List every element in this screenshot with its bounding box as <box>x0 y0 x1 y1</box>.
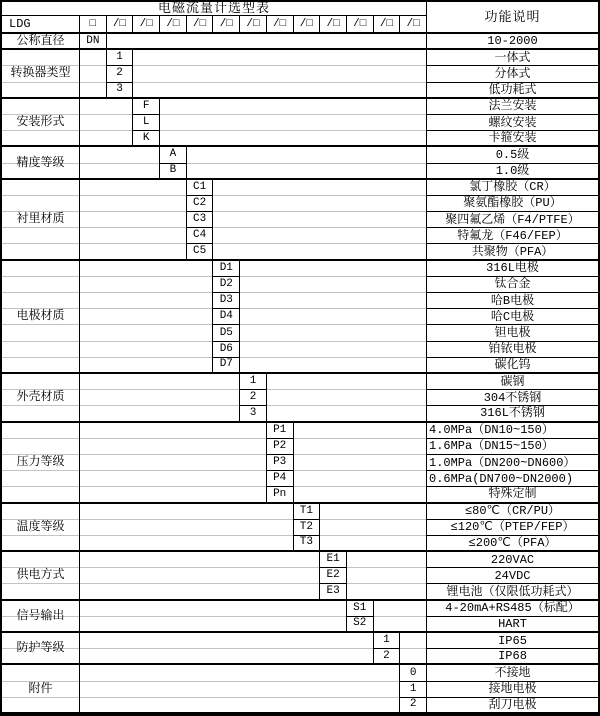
code-cell: D2 <box>213 277 240 293</box>
description-cell: 卡箍安装 <box>427 131 598 147</box>
description-cell: 0.6MPa(DN700~DN2000) <box>427 471 598 487</box>
model-box-cell: /□ <box>400 16 427 34</box>
group-label: 电极材质 <box>2 261 80 374</box>
code-cell: DN <box>80 34 107 50</box>
group-label: 信号输出 <box>2 601 80 633</box>
model-box-cell: /□ <box>347 16 374 34</box>
code-cell: 1 <box>400 682 427 698</box>
code-cell: E1 <box>320 552 347 568</box>
description-cell: 316L不锈钢 <box>427 406 598 422</box>
code-cell: 2 <box>240 390 267 406</box>
spacer-cell <box>80 601 347 633</box>
description-cell: 氯丁橡胶（CR） <box>427 180 598 196</box>
description-cell: IP65 <box>427 633 598 649</box>
description-cell: 特氟龙（F46/FEP） <box>427 228 598 244</box>
code-cell: 2 <box>374 649 401 665</box>
description-cell: 特殊定制 <box>427 487 598 503</box>
code-cell: 2 <box>400 698 427 714</box>
description-cell: ≤120℃（PTEP/FEP） <box>427 520 598 536</box>
code-cell: P2 <box>267 439 294 455</box>
spacer-cell <box>320 504 427 553</box>
spacer-cell <box>80 423 267 504</box>
spacer-cell <box>80 99 133 148</box>
code-cell: D4 <box>213 309 240 325</box>
spacer-cell <box>294 423 427 504</box>
spacer-cell <box>80 147 160 179</box>
spacer-cell <box>80 633 374 665</box>
group-label: 公称直径 <box>2 34 80 50</box>
description-cell: 法兰安装 <box>427 99 598 115</box>
description-cell: 304不锈钢 <box>427 390 598 406</box>
description-cell: 不接地 <box>427 665 598 681</box>
code-cell: D6 <box>213 342 240 358</box>
code-cell: D3 <box>213 293 240 309</box>
code-cell: P4 <box>267 471 294 487</box>
table-title: 电磁流量计选型表 <box>2 2 427 16</box>
group-label: 安装形式 <box>2 99 80 148</box>
model-box-cell: /□ <box>187 16 214 34</box>
spacer-cell <box>80 504 294 553</box>
spacer-cell <box>374 601 427 633</box>
description-cell: 聚氨酯橡胶（PU） <box>427 196 598 212</box>
code-cell: K <box>133 131 160 147</box>
model-box-cell: /□ <box>267 16 294 34</box>
spacer-cell <box>400 633 427 665</box>
spacer-cell <box>80 261 213 374</box>
description-cell: ≤200℃（PFA） <box>427 536 598 552</box>
spacer-cell <box>240 261 427 374</box>
spacer-cell <box>133 50 427 99</box>
group-label: 防护等级 <box>2 633 80 665</box>
code-cell: 3 <box>107 83 134 99</box>
description-cell: 10-2000 <box>427 34 598 50</box>
code-cell: B <box>160 164 187 180</box>
code-cell: P3 <box>267 455 294 471</box>
model-box-cell: /□ <box>294 16 321 34</box>
group-label: 供电方式 <box>2 552 80 601</box>
spacer-cell <box>187 147 427 179</box>
code-cell: 2 <box>107 66 134 82</box>
description-cell: 分体式 <box>427 66 598 82</box>
code-cell: Pn <box>267 487 294 503</box>
group-label: 衬里材质 <box>2 180 80 261</box>
code-cell: C5 <box>187 244 214 260</box>
code-cell: E2 <box>320 568 347 584</box>
code-cell: L <box>133 115 160 131</box>
code-cell: 1 <box>240 374 267 390</box>
code-cell: E3 <box>320 584 347 600</box>
spacer-cell <box>160 99 427 148</box>
model-box-cell: /□ <box>107 16 134 34</box>
code-cell: 3 <box>240 406 267 422</box>
spacer-cell <box>80 665 400 714</box>
group-label: 温度等级 <box>2 504 80 553</box>
spacer-cell <box>267 374 427 423</box>
model-box-cell: /□ <box>213 16 240 34</box>
description-cell: 碳钢 <box>427 374 598 390</box>
code-cell: S2 <box>347 617 374 633</box>
code-cell: T2 <box>294 520 321 536</box>
code-cell: A <box>160 147 187 163</box>
code-cell: D5 <box>213 325 240 341</box>
code-cell: 0 <box>400 665 427 681</box>
description-cell: 螺纹安装 <box>427 115 598 131</box>
description-cell: 316L电极 <box>427 261 598 277</box>
description-cell: 铂铱电极 <box>427 342 598 358</box>
description-cell: HART <box>427 617 598 633</box>
code-cell: 1 <box>107 50 134 66</box>
model-box-cell: □ <box>80 16 107 34</box>
code-cell: C2 <box>187 196 214 212</box>
description-cell: 碳化钨 <box>427 358 598 374</box>
description-cell: 1.0MPa（DN200~DN600） <box>427 455 598 471</box>
description-cell: 接地电极 <box>427 682 598 698</box>
code-cell: S1 <box>347 601 374 617</box>
code-cell: C3 <box>187 212 214 228</box>
spacer-cell <box>80 374 240 423</box>
description-cell: 刮刀电极 <box>427 698 598 714</box>
code-cell: P1 <box>267 423 294 439</box>
description-cell: 低功耗式 <box>427 83 598 99</box>
code-cell: D7 <box>213 358 240 374</box>
spacer-cell <box>80 180 187 261</box>
model-box-cell: /□ <box>240 16 267 34</box>
spacer-cell <box>213 180 427 261</box>
group-label: 精度等级 <box>2 147 80 179</box>
spacer-cell <box>80 552 320 601</box>
description-cell: ≤80℃（CR/PU） <box>427 504 598 520</box>
description-cell: 0.5级 <box>427 147 598 163</box>
description-cell: IP68 <box>427 649 598 665</box>
description-cell: 4-20mA+RS485（标配） <box>427 601 598 617</box>
code-cell: T3 <box>294 536 321 552</box>
description-cell: 钽电极 <box>427 325 598 341</box>
code-cell: C1 <box>187 180 214 196</box>
description-cell: 哈C电极 <box>427 309 598 325</box>
model-box-cell: /□ <box>374 16 401 34</box>
function-column-header: 功能说明 <box>427 2 598 34</box>
code-cell: C4 <box>187 228 214 244</box>
description-cell: 4.0MPa（DN10~150） <box>427 423 598 439</box>
description-cell: 聚四氟乙烯（F4/PTFE） <box>427 212 598 228</box>
spacer-cell <box>107 34 427 50</box>
description-cell: 一体式 <box>427 50 598 66</box>
description-cell: 1.6MPa（DN15~150） <box>427 439 598 455</box>
description-cell: 共聚物（PFA） <box>427 244 598 260</box>
description-cell: 24VDC <box>427 568 598 584</box>
group-label: 转换器类型 <box>2 50 80 99</box>
description-cell: 锂电池（仅限低功耗式） <box>427 584 598 600</box>
model-box-cell: /□ <box>133 16 160 34</box>
code-cell: T1 <box>294 504 321 520</box>
description-cell: 哈B电极 <box>427 293 598 309</box>
model-box-cell: /□ <box>160 16 187 34</box>
description-cell: 1.0级 <box>427 164 598 180</box>
code-cell: D1 <box>213 261 240 277</box>
code-cell: 1 <box>374 633 401 649</box>
code-cell: F <box>133 99 160 115</box>
group-label: 外壳材质 <box>2 374 80 423</box>
spacer-cell <box>80 50 107 99</box>
group-label: 附件 <box>2 665 80 714</box>
model-box-cell: /□ <box>320 16 347 34</box>
description-cell: 220VAC <box>427 552 598 568</box>
model-prefix-cell: LDG <box>2 16 80 34</box>
description-cell: 钛合金 <box>427 277 598 293</box>
group-label: 压力等级 <box>2 423 80 504</box>
spacer-cell <box>347 552 427 601</box>
